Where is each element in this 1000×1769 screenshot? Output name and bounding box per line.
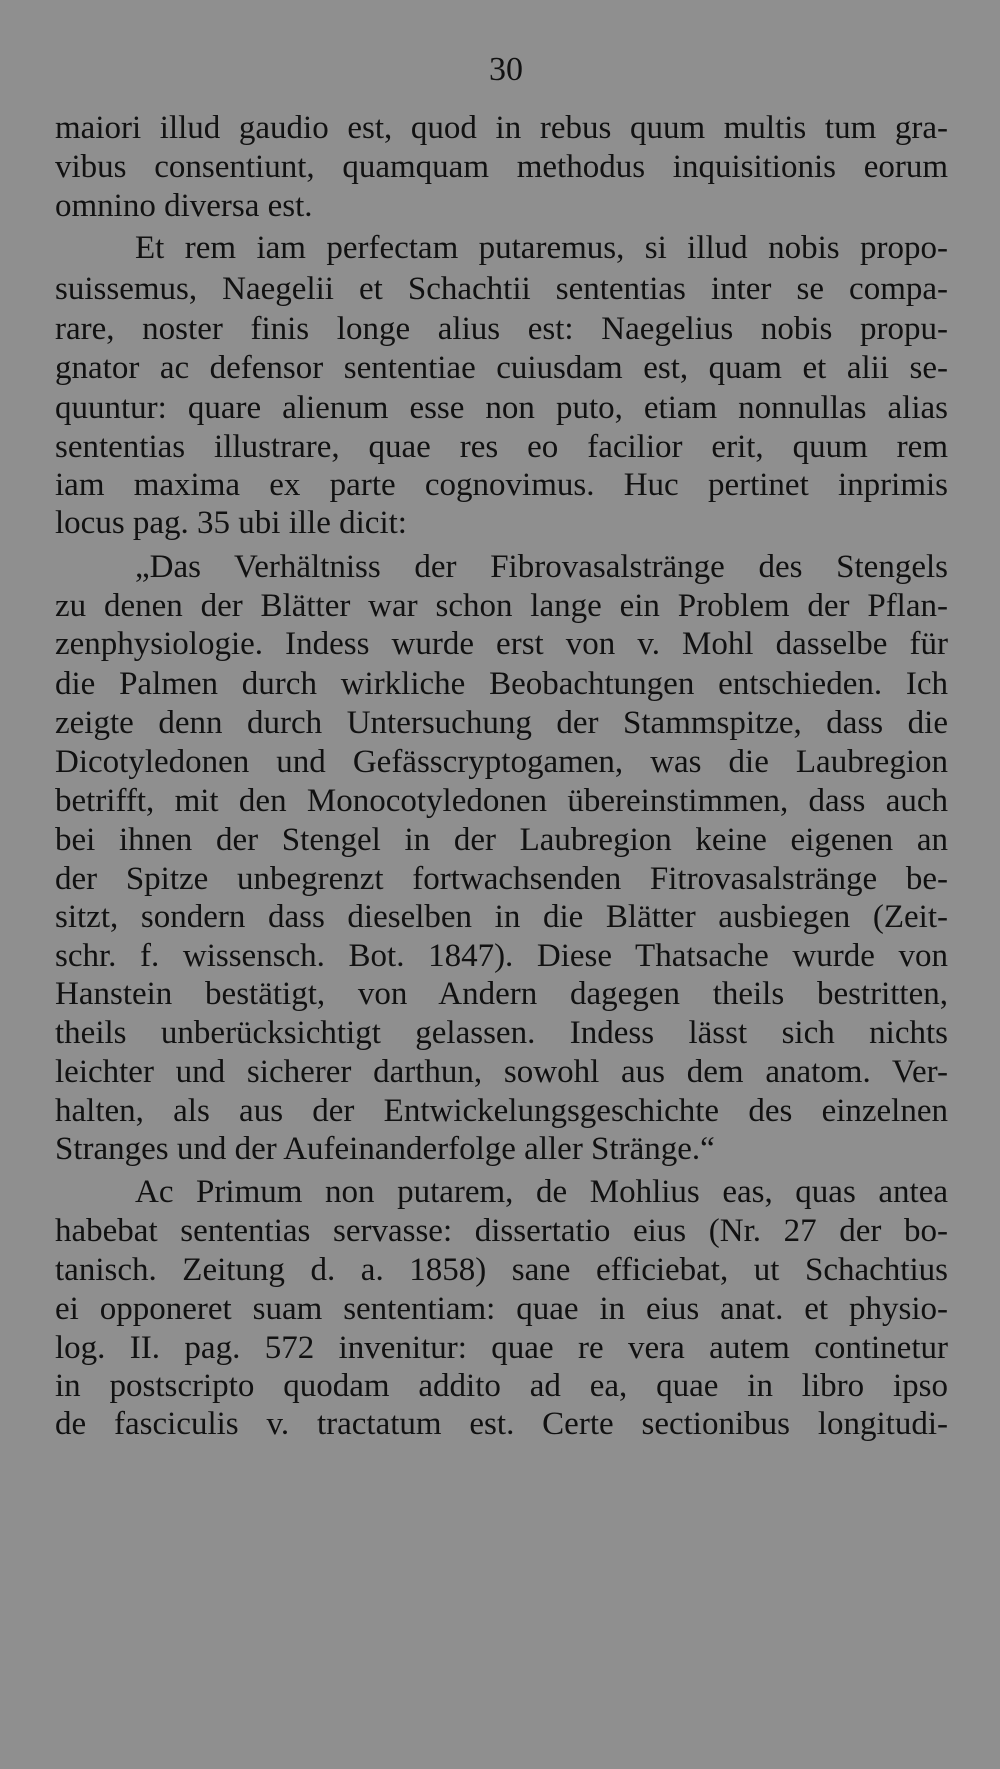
text-line: iam maxima ex parte cognovimus. Huc pertinet inprimis bbox=[55, 467, 948, 503]
quote-first-line: „Das Verhältniss der Fibrovasalstränge des Stengels bbox=[135, 549, 948, 585]
text-line: in postscripto quodam addito ad ea, quae in libro ipso bbox=[55, 1368, 948, 1404]
text-line: bei ihnen der Stengel in der Laubregion keine eigenen an bbox=[55, 822, 948, 858]
text-line: der Spitze unbegrenzt fortwachsenden Fitrovasalstränge be- bbox=[55, 861, 948, 897]
text-line: betrifft, mit den Monocotyledonen übereinstimmen, dass auch bbox=[55, 783, 948, 819]
text-line: leichter und sicherer darthun, sowohl aus dem anatom. Ver- bbox=[55, 1054, 948, 1090]
text-line: sententias illustrare, quae res eo facilior erit, quum rem bbox=[55, 429, 948, 465]
text-line: vibus consentiunt, quamquam methodus inquisitionis eorum bbox=[55, 149, 948, 185]
paragraph-first-line: Et rem iam perfectam putaremus, si illud nobis propo- bbox=[135, 230, 948, 266]
text-line: halten, als aus der Entwickelungsgeschichte des einzelnen bbox=[55, 1093, 948, 1129]
text-line: omnino diversa est. bbox=[55, 188, 313, 224]
text-line: sitzt, sondern dass dieselben in die Blätter ausbiegen (Zeit- bbox=[55, 899, 948, 935]
text-line: die Palmen durch wirkliche Beobachtungen entschieden. Ich bbox=[55, 666, 948, 702]
page-number: 30 bbox=[489, 51, 523, 88]
text-line: zeigte denn durch Untersuchung der Stammspitze, dass die bbox=[55, 705, 948, 741]
text-line: maiori illud gaudio est, quod in rebus quum multis tum gra- bbox=[55, 110, 948, 146]
text-line: theils unberücksichtigt gelassen. Indess lässt sich nichts bbox=[55, 1015, 948, 1051]
text-line: tanisch. Zeitung d. a. 1858) sane efficiebat, ut Schachtius bbox=[55, 1252, 948, 1288]
text-line: gnator ac defensor sententiae cuiusdam est, quam et alii se- bbox=[55, 350, 948, 386]
paragraph-first-line: Ac Primum non putarem, de Mohlius eas, quas antea bbox=[135, 1174, 948, 1210]
text-line: quuntur: quare alienum esse non puto, etiam nonnullas alias bbox=[55, 390, 948, 426]
text-line: habebat sententias servasse: dissertatio eius (Nr. 27 der bo- bbox=[55, 1213, 948, 1249]
text-line: Stranges und der Aufeinanderfolge aller Stränge.“ bbox=[55, 1131, 715, 1167]
text-line: zu denen der Blätter war schon lange ein Problem der Pflan- bbox=[55, 588, 948, 624]
text-line: ei opponeret suam sententiam: quae in eius anat. et physio- bbox=[55, 1291, 948, 1327]
text-line: Hanstein bestätigt, von Andern dagegen theils bestritten, bbox=[55, 976, 948, 1012]
text-line: de fasciculis v. tractatum est. Certe sectionibus longitudi- bbox=[55, 1406, 948, 1442]
text-line: suissemus, Naegelii et Schachtii sententias inter se compa- bbox=[55, 271, 948, 307]
text-line: zenphysiologie. Indess wurde erst von v. Mohl dasselbe für bbox=[55, 626, 948, 662]
text-line: Dicotyledonen und Gefässcryptogamen, was die Laubregion bbox=[55, 744, 948, 780]
text-line: rare, noster finis longe alius est: Naegelius nobis propu- bbox=[55, 311, 948, 347]
text-line: log. II. pag. 572 invenitur: quae re vera autem continetur bbox=[55, 1330, 948, 1366]
text-line: schr. f. wissensch. Bot. 1847). Diese Thatsache wurde von bbox=[55, 938, 948, 974]
text-line: locus pag. 35 ubi ille dicit: bbox=[55, 505, 407, 541]
